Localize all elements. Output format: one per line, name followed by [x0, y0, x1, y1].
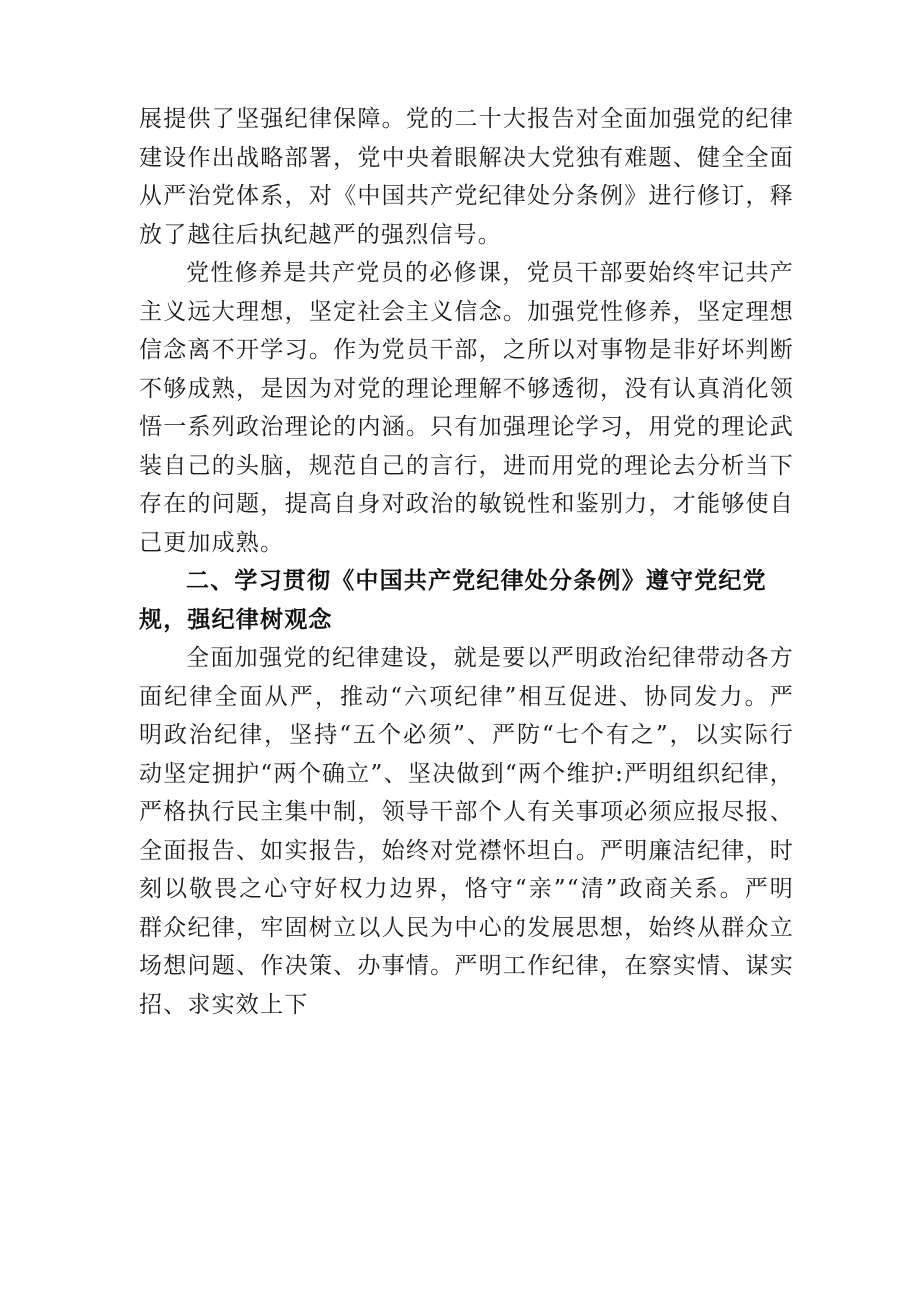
- paragraph-six-disciplines: 全面加强党的纪律建设，就是要以严明政治纪律带动各方面纪律全面从严，推动“六项纪律”相互促进、协同发力。严明政治纪律，坚持“五个必须”、严防“七个有之”，以实际行动坚定拥护“两个确立”、坚决做到“两个维护:严明组织纪律，严格执行民主集中制，领导干部个人有关事项必须应报尽报、全面报告、如实报告，始终对党襟怀坦白。严明廉洁纪律，时刻以敬畏之心守好权力边界，恪守“亲”“清”政商关系。严明群众纪律，牢固树立以人民为中心的发展思想，始终从群众立场想问题、作决策、办事情。严明工作纪律，在察实情、谋实招、求实效上下: [139, 645, 794, 1018]
- section-heading-two: 二、学习贯彻《中国共产党纪律处分条例》遵守党纪党规，强纪律树观念: [139, 567, 767, 633]
- paragraph-discipline-guarantee: 展提供了坚强纪律保障。党的二十大报告对全面加强党的纪律建设作出战略部署，党中央着眼解决大党独有难题、健全全面从严治党体系，对《中国共产党纪律处分条例》进行修订，释放了越往后执纪越严的强烈信号。: [139, 106, 794, 248]
- paragraph-party-spirit: 党性修养是共产党员的必修课，党员干部要始终牢记共产主义远大理想，坚定社会主义信念。加强党性修养，坚定理想信念离不开学习。作为党员干部，之所以对事物是非好坏判断不够成熟，是因为对党的理论理解不够透彻，没有认真消化领悟一系列政治理论的内涵。只有加强理论学习，用党的理论武装自己的头脑，规范自己的言行，进而用党的理论去分析当下存在的问题，提高自身对政治的敏锐性和鉴别力，才能够使自己更加成熟。: [139, 260, 794, 556]
- document-body: [139, 100, 794, 1024]
